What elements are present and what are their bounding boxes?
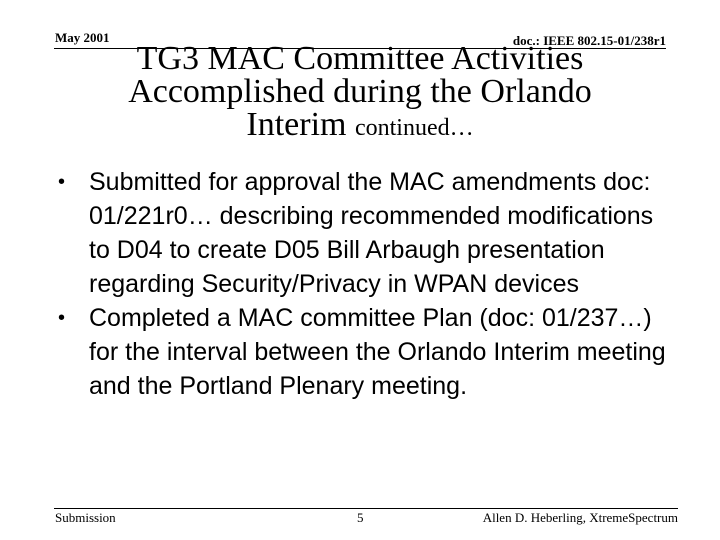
header-date: May 2001 [55,30,110,45]
title-line-3 [60,108,660,145]
bullet-marker: • [58,307,66,329]
footer-author: Allen D. Heberling, XtremeSpectrum [482,510,678,525]
title-line-3-main: Interim [246,106,355,143]
footer-rule [54,508,678,509]
title-line-1: TG3 MAC Committee Activities [136,40,584,77]
slide-title [60,42,660,145]
title-line-3-continued: continued… [354,115,474,141]
bullet-item [58,165,678,301]
bullet-marker: • [58,171,66,193]
title-line-2: Accomplished during the Orlando [128,73,592,110]
footer-page-number: 5 [357,510,364,525]
header-doc-ref: doc.: IEEE 802.15-01/238r1 [512,33,666,48]
bullet-item [58,301,678,403]
bullet-list [58,165,678,403]
bullet-text: Completed a MAC committee Plan (doc: 01/237…) for the interval between the Orlando Interim meeting and the Portland Plenary meeting. [89,304,666,400]
bullet-text: Submitted for approval the MAC amendments doc: 01/221r0… describing recommended modifications to D04 to create D05 Bill Arbaugh presentation regarding Security/Privacy in WPAN devices [89,168,654,298]
footer-submission: Submission [55,510,116,525]
